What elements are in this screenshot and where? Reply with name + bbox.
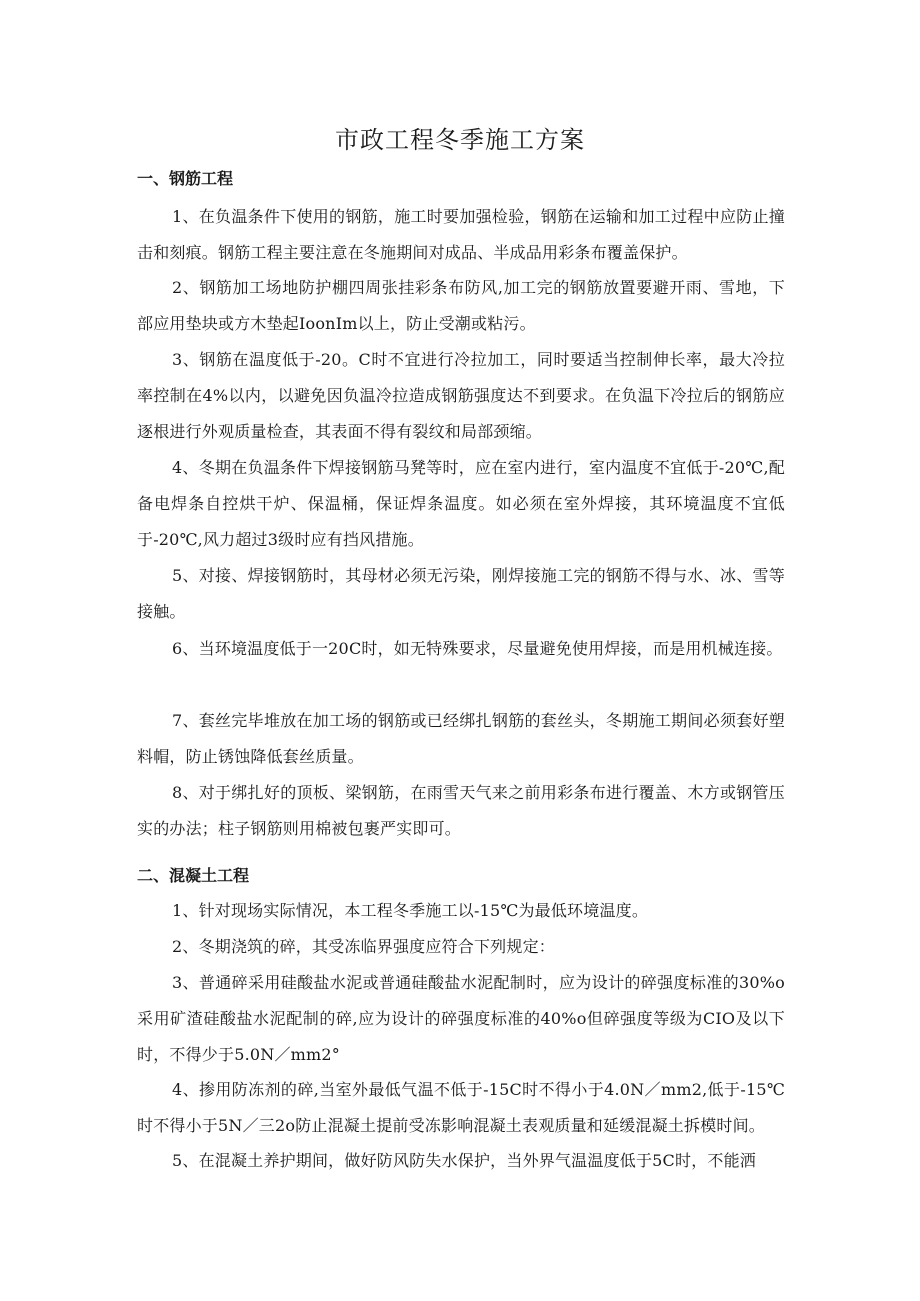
- rebar-paragraph-8: 8、对于绑扎好的顶板、梁钢筋，在雨雪天气来之前用彩条布进行覆盖、木方或钢管压实的办法；柱子钢筋则用棉被包裹严实即可。: [137, 783, 785, 838]
- rebar-paragraph-3: 3、钢筋在温度低于-20。C时不宜进行冷拉加工，同时要适当控制伸长率，最大冷拉率控制在4%以内，以避免因负温冷拉造成钢筋强度达不到要求。在负温下冷拉后的钢筋应逐根进行外观质量检查，其表面不得有裂纹和局部颈缩。: [137, 350, 785, 441]
- concrete-paragraph-5: 5、在混凝土养护期间，做好防风防失水保护，当外界气温温度低于5C时，不能洒: [172, 1151, 757, 1170]
- rebar-paragraph-6: 6、当环境温度低于一20C时，如无特殊要求，尽量避免使用焊接，而是用机械连接。: [172, 639, 783, 658]
- section-heading-rebar: 一、钢筋工程: [137, 169, 234, 188]
- document-title: 市政工程冬季施工方案: [335, 126, 585, 154]
- concrete-paragraph-2: 2、冬期浇筑的碎，其受冻临界强度应符合下列规定：: [172, 937, 555, 956]
- rebar-paragraph-7: 7、套丝完毕堆放在加工场的钢筋或已经绑扎钢筋的套丝头，冬期施工期间必须套好塑料帽，防止锈蚀降低套丝质量。: [137, 711, 785, 766]
- rebar-paragraph-2: 2、钢筋加工场地防护棚四周张挂彩条布防风,加工完的钢筋放置要避开雨、雪地，下部应用垫块或方木垫起IoonIm以上，防止受潮或粘污。: [137, 278, 785, 333]
- rebar-paragraph-1: 1、在负温条件下使用的钢筋，施工时要加强检验，钢筋在运输和加工过程中应防止撞击和刻痕。钢筋工程主要注意在冬施期间对成品、半成品用彩条布覆盖保护。: [137, 207, 785, 262]
- concrete-paragraph-3: 3、普通碎采用硅酸盐水泥或普通硅酸盐水泥配制时，应为设计的碎强度标准的30%o采用矿渣硅酸盐水泥配制的碎,应为设计的碎强度标准的40%o但碎强度等级为CIO及以下时，不得少于5.0N／mm2°: [137, 973, 785, 1064]
- section-heading-concrete: 二、混凝土工程: [137, 866, 250, 885]
- concrete-paragraph-1: 1、针对现场实际情况，本工程冬季施工以-15℃为最低环境温度。: [172, 901, 649, 920]
- rebar-paragraph-5: 5、对接、焊接钢筋时，其母材必须无污染，刚焊接施工完的钢筋不得与水、冰、雪等接触。: [137, 566, 785, 621]
- rebar-paragraph-4: 4、冬期在负温条件下焊接钢筋马凳等时，应在室内进行，室内温度不宜低于-20℃,配备电焊条自控烘干炉、保温桶，保证焊条温度。如必须在室外焊接，其环境温度不宜低于-20℃,风力超过3级时应有挡风措施。: [137, 458, 785, 549]
- concrete-paragraph-4: 4、掺用防冻剂的碎,当室外最低气温不低于-15C时不得小于4.0N／mm2,低于-15℃时不得小于5N／三2o防止混凝土提前受冻影响混凝土表观质量和延缓混凝土拆模时间。: [137, 1080, 785, 1135]
